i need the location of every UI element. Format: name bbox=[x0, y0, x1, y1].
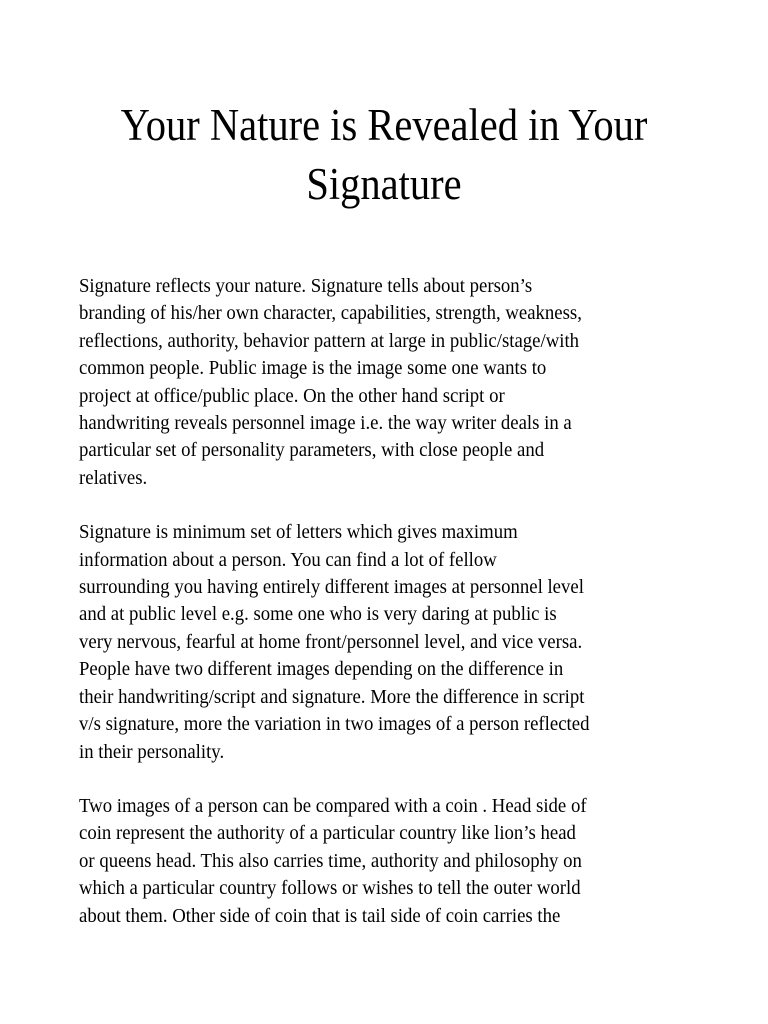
paragraph-3: Two images of a person can be compared with a coin . Head side of coin represent the authority of a particular country like lion’s head or queens head. This also carries time, authority and philosophy on which a particular country follows or wishes to tell the outer world about them. Other side of coin that is tail side of coin carries the bbox=[79, 794, 587, 927]
paragraph-1: Signature reflects your nature. Signature tells about person’s branding of his/her own character, capabilities, strength, weakness, reflections, authority, behavior pattern at large in public/stage/with common people. Public image is the image some one wants to project at office/public place. On the other hand script or handwriting reveals personnel image i.e. the way writer deals in a particular set of personality parameters, with close people and relatives. bbox=[79, 275, 582, 489]
paragraph-2: Signature is minimum set of letters which gives maximum information about a person. You can find a lot of fellow surrounding you having entirely different images at personnel level and at public level e.g. some one who is very daring at public is very nervous, fearful at home front/personnel level, and vice versa. People have two different images depending on the difference in their handwriting/script and signature. More the difference in script v/s signature, more the variation in two images of a person reflected in their personality. bbox=[79, 521, 590, 763]
document-title: Your Nature is Revealed in Your Signature bbox=[120, 100, 648, 209]
document-body bbox=[79, 273, 719, 957]
